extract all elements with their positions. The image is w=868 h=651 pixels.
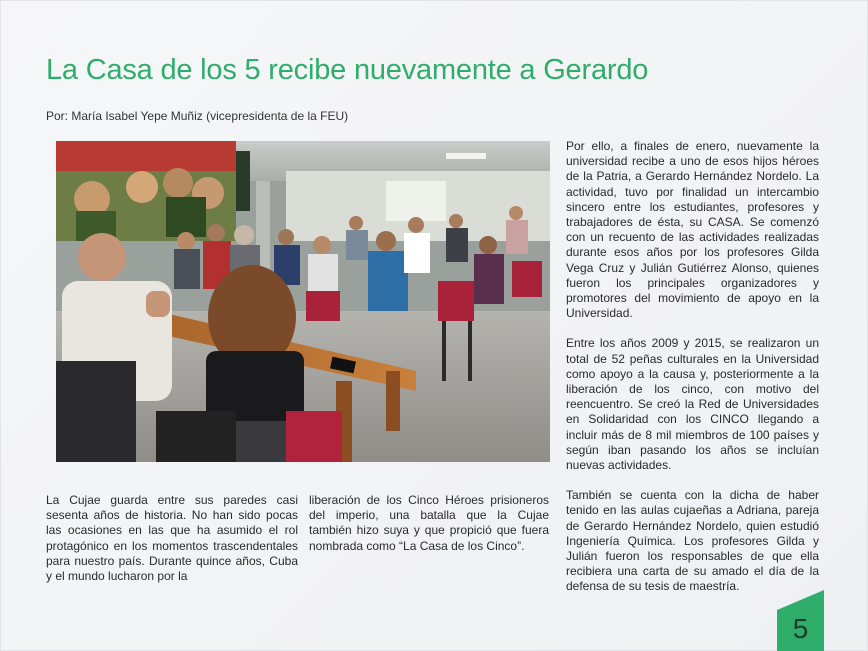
paragraph: Por ello, a finales de enero, nuevamente la universidad recibe a uno de esos hijos héroes de la Patria, a Gerardo Hernández Nordelo. La actividad, tuvo por finalidad un intercambio sincero entre los estudiantes, profesores y trabajadores de ésta, su CASA. Se comenzó con un recuento de las actividades realizadas durante esos años por los profesores Gilda Vega Cruz y Julián Gutiérrez Alonso, quienes fueron los principales organizadores y promotores del movimiento de apoyo en la Universidad. [566, 139, 819, 321]
article-byline: Por: María Isabel Yepe Muñiz (vicepresidenta de la FEU) [46, 109, 349, 123]
event-photo-illustration [56, 141, 550, 462]
left-column-intro: La Cujae guarda entre sus paredes casi sesenta años de historia. No han sido pocas las ocasiones en las que ha asumido el rol protagónico en los momentos trascendentales para nuestro país. Durante quince años, Cuba y el mundo lucharon por la [46, 493, 298, 584]
event-photo [56, 141, 550, 462]
paragraph: Entre los años 2009 y 2015, se realizaron un total de 52 peñas culturales en la Universidad como apoyo a la causa y, posteriormente a la liberación de los cinco, con motivo del reencuentro. Se creó la Red de Universidades en Solidaridad con los CINCO llegando a incluir más de 8 mil miembros de 100 países y según iban pasando los años se incluían nuevas actividades. [566, 336, 819, 473]
article-title: La Casa de los 5 recibe nuevamente a Gerardo [46, 54, 649, 86]
paragraph: También se cuenta con la dicha de haber tenido en las aulas cujaeñas a Adriana, pareja de Gerardo Hernández Nordelo, quien estudió Ingeniería Química. Los profesores Gilda y Julián fueron los responsables de que ella recibiera una carta de su amado el día de la defensa de su tesis de maestría. [566, 488, 819, 594]
page-number-tab [777, 590, 824, 651]
page-number: 5 [792, 613, 809, 644]
middle-column-intro: liberación de los Cinco Héroes prisioneros del imperio, una batalla que la Cujae también hizo suya y que propició que fuera nombrada como “La Casa de los Cinco”. [309, 493, 549, 553]
right-column [566, 139, 819, 610]
